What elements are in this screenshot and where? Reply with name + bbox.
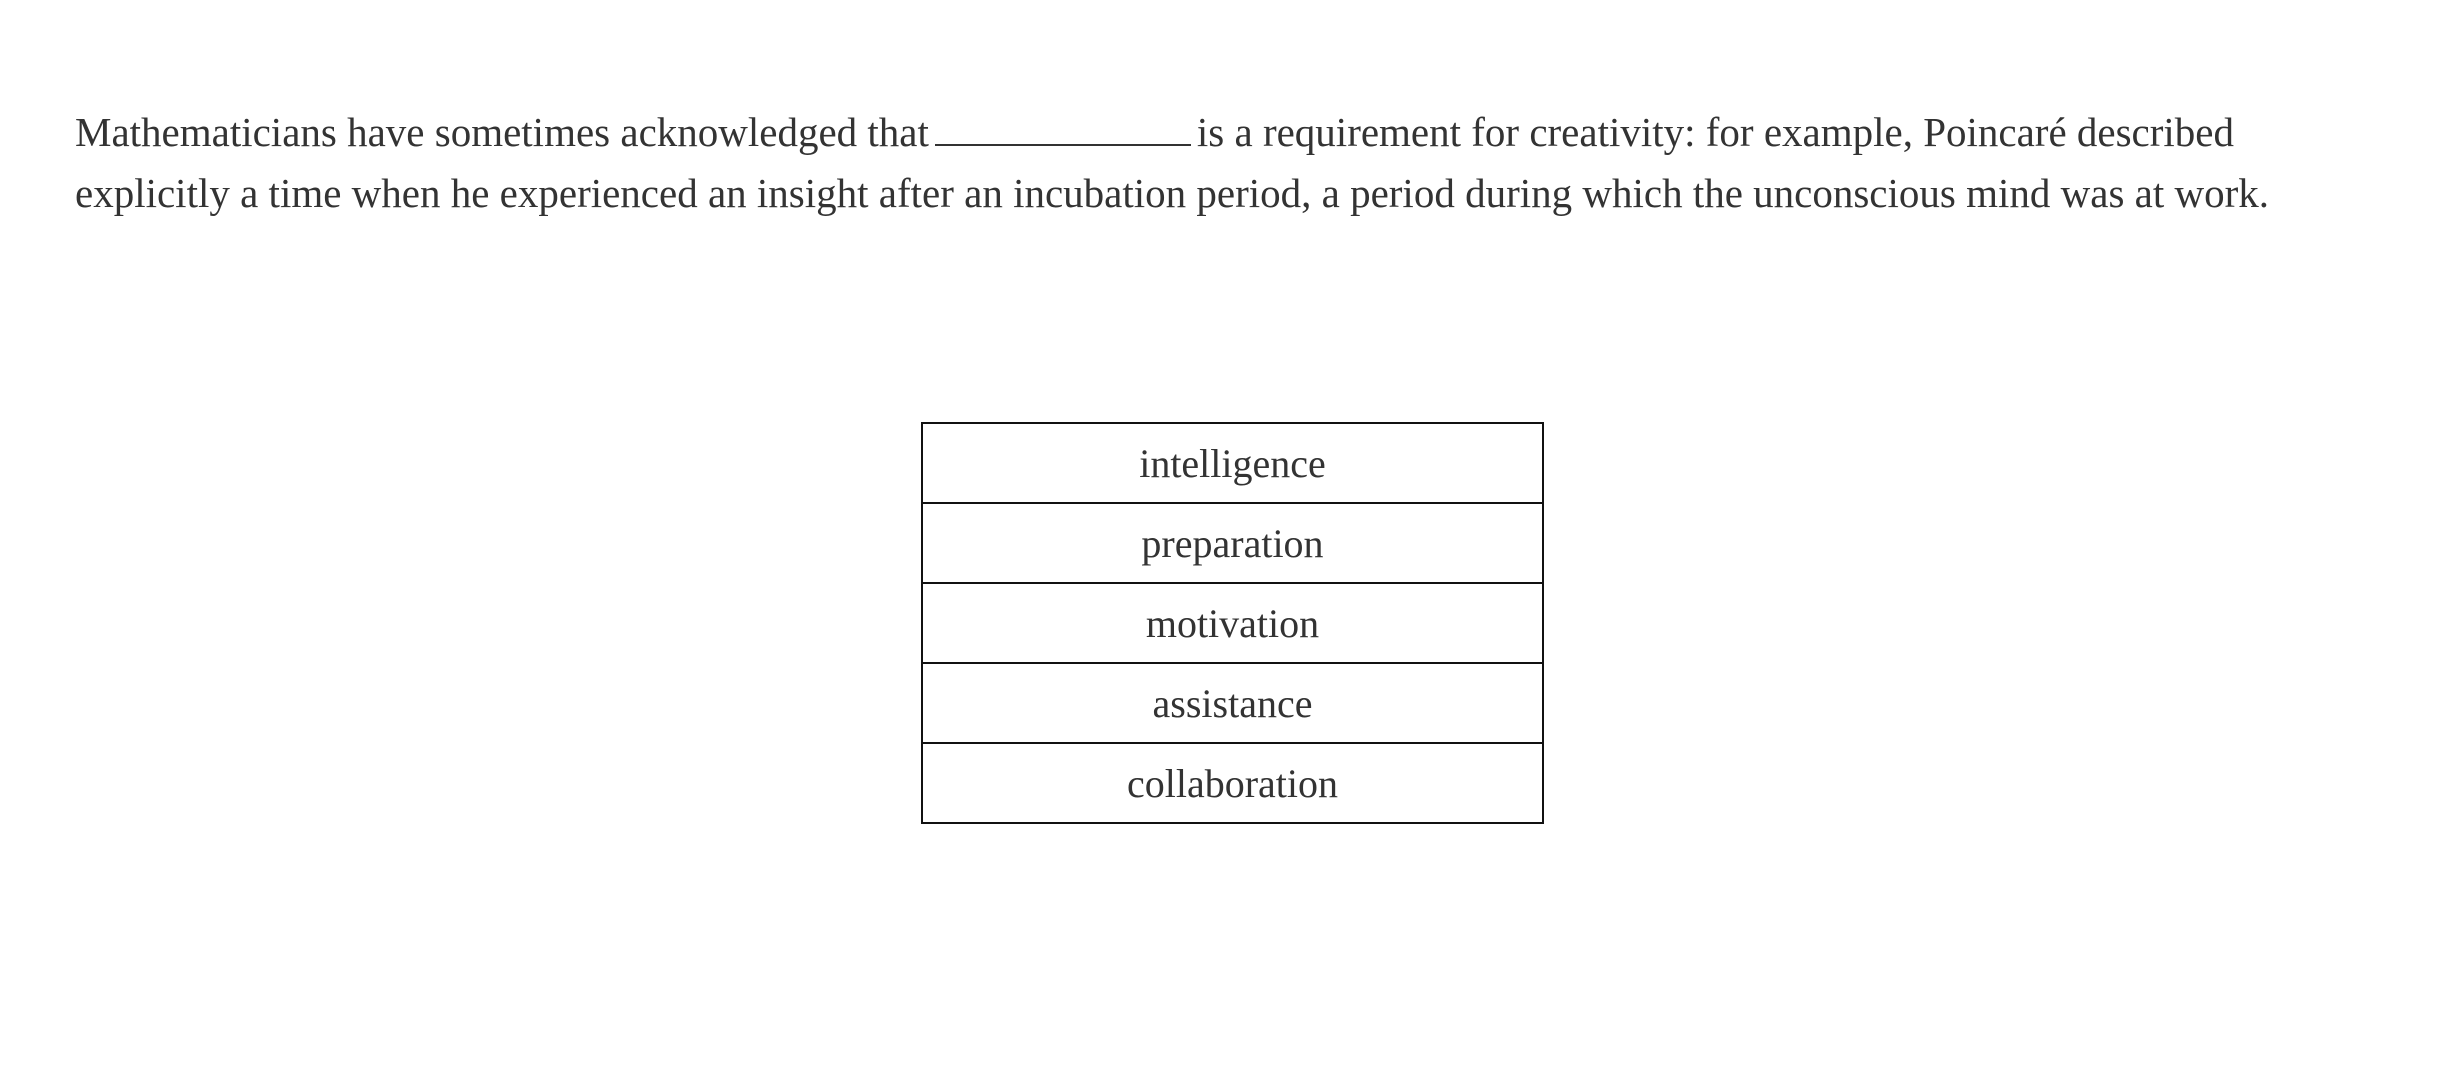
question-after-blank: is a requirement for creativity: for example, Poincaré described [1196, 109, 2234, 155]
option-motivation[interactable]: motivation [922, 583, 1543, 663]
question-text [75, 102, 2405, 224]
answer-options-table [921, 422, 1544, 824]
option-row [922, 423, 1543, 503]
option-collaboration[interactable]: collaboration [922, 743, 1543, 823]
option-row [922, 743, 1543, 823]
answer-blank[interactable] [935, 106, 1191, 146]
option-row [922, 663, 1543, 743]
option-assistance[interactable]: assistance [922, 663, 1543, 743]
option-preparation[interactable]: preparation [922, 503, 1543, 583]
question-line-2: explicitly a time when he experienced an insight after an incubation period, a period during which the unconscious mind was at work. [75, 170, 2270, 216]
option-row [922, 583, 1543, 663]
option-row [922, 503, 1543, 583]
question-line-1 [75, 102, 2405, 163]
question-before-blank: Mathematicians have sometimes acknowledged that [75, 109, 929, 155]
option-intelligence[interactable]: intelligence [922, 423, 1543, 503]
